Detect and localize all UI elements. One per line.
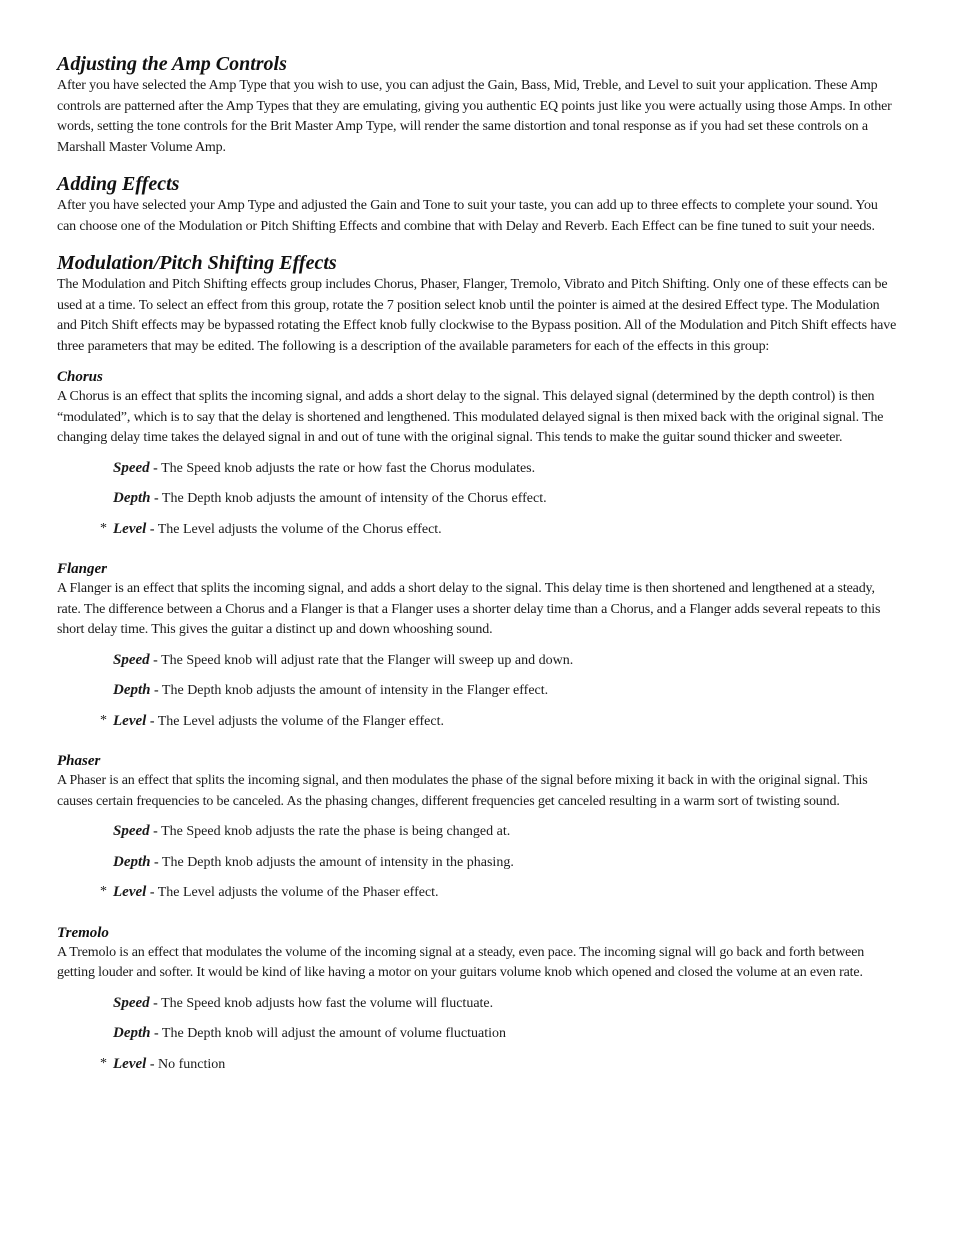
param-row xyxy=(57,650,897,681)
document-page xyxy=(57,52,897,1084)
subheading-tremolo: Tremolo xyxy=(57,924,109,941)
effect-chorus xyxy=(57,367,897,549)
param-row xyxy=(57,488,897,519)
param-dash: - xyxy=(149,824,158,839)
paragraph-flanger: A Flanger is an effect that splits the incoming signal, and adds a short delay to the signal. This delay time is then shortened and lengthened at a steady, rate. The difference between a Chorus and a Flanger is that a Flanger uses a shorter delay time than a Chorus, and a Flanger adds several repeats to this short delay time. This gives the guitar a distinct up and down whooshing sound. xyxy=(57,581,881,637)
param-desc: The Depth knob adjusts the amount of intensity in the Flanger effect. xyxy=(161,683,549,698)
param-dash: - xyxy=(149,652,158,668)
param-marker: * xyxy=(100,520,107,536)
param-row xyxy=(57,680,897,711)
param-dash: - xyxy=(146,521,155,537)
param-name: Depth xyxy=(113,682,151,698)
param-name: Depth xyxy=(113,853,151,870)
param-name: Speed xyxy=(113,459,150,476)
param-name: Level xyxy=(113,520,147,537)
param-name: Level xyxy=(113,712,147,729)
param-name: Depth xyxy=(113,1025,151,1041)
section-amp-controls xyxy=(57,52,897,158)
param-desc: The Speed knob adjusts how fast the volume will fluctuate. xyxy=(161,995,494,1011)
param-desc: The Speed knob will adjust rate that the Flanger will sweep up and down. xyxy=(161,652,574,668)
effect-phaser xyxy=(57,751,897,913)
param-dash: - xyxy=(150,854,159,870)
param-dash: - xyxy=(146,1056,155,1072)
param-row xyxy=(57,882,897,913)
param-desc: The Depth knob will adjust the amount of volume fluctuation xyxy=(161,1026,507,1041)
param-list-tremolo xyxy=(57,993,897,1085)
param-marker: * xyxy=(100,884,107,899)
paragraph-chorus: A Chorus is an effect that splits the incoming signal, and adds a short delay to the signal. This delayed signal (determined by the depth control) is then “modulated”, which is to say that the delay is shortened and lengthened. This modulated delayed signal is then mixed back with the original signal. The changing delay time takes the delayed signal in and out of tune with the original signal. This tends to make the guitar sound thicker and sweeter. xyxy=(57,389,884,445)
param-name: Level xyxy=(113,1055,147,1072)
subheading-flanger: Flanger xyxy=(57,561,108,577)
param-name: Speed xyxy=(113,994,150,1011)
paragraph-phaser: A Phaser is an effect that splits the incoming signal, and then modulates the phase of the signal before mixing it back in with the original signal. This causes certain frequencies to be canceled. As the phasing changes, different frequencies get canceled resulting in a warm sort of twisting sound. xyxy=(57,773,868,809)
effect-flanger xyxy=(57,559,897,741)
param-list-chorus xyxy=(57,458,897,550)
param-marker: * xyxy=(100,712,107,728)
param-desc: The Speed knob adjusts the rate or how fast the Chorus modulates. xyxy=(161,460,536,476)
param-desc: The Speed knob adjusts the rate the phase is being changed at. xyxy=(161,824,511,839)
heading-modulation: Modulation/Pitch Shifting Effects xyxy=(57,252,337,274)
param-dash: - xyxy=(150,1026,159,1041)
param-dash: - xyxy=(150,491,159,506)
param-row xyxy=(57,993,897,1024)
paragraph-amp-controls: After you have selected the Amp Type that you wish to use, you can adjust the Gain, Bass, Mid, Treble, and Level to suit your application. These Amp controls are patterned after the Amp Types that they are emulating, giving you authentic EQ points just like you were actually using those Amps. In other words, setting the tone controls for the Brit Master Amp Type, will render the same distortion and tonal response as if you had set these controls on a Marshall Master Volume Amp. xyxy=(57,78,892,155)
param-name: Level xyxy=(113,884,147,900)
paragraph-modulation: The Modulation and Pitch Shifting effects group includes Chorus, Phaser, Flanger, Tremolo, Vibrato and Pitch Shifting. Only one of these effects can be used at a time. To select an effect from this group, rotate the 7 position select knob until the pointer is aimed at the desired Effect type. The Modulation and Pitch Shift effects may be bypassed rotating the Effect knob fully clockwise to the Bypass position. All of the Modulation and Pitch Shift effects have three parameters that may be edited. The following is a description of the available parameters for each of the effects in this group: xyxy=(57,277,897,354)
subheading-chorus: Chorus xyxy=(57,369,103,385)
param-desc: The Level adjusts the volume of the Phaser effect. xyxy=(157,885,439,900)
param-desc: The Level adjusts the volume of the Chorus effect. xyxy=(157,521,442,537)
param-name: Speed xyxy=(113,651,150,668)
param-dash: - xyxy=(149,460,158,476)
param-desc: The Depth knob adjusts the amount of intensity of the Chorus effect. xyxy=(161,491,547,506)
subheading-phaser: Phaser xyxy=(57,753,101,769)
param-dash: - xyxy=(146,885,155,900)
param-desc: The Depth knob adjusts the amount of intensity in the phasing. xyxy=(161,854,514,870)
param-row xyxy=(57,821,897,852)
param-name: Speed xyxy=(113,823,150,839)
param-row xyxy=(57,1023,897,1054)
param-row xyxy=(57,711,897,742)
param-row xyxy=(57,458,897,489)
param-dash: - xyxy=(149,995,158,1011)
heading-adding-effects: Adding Effects xyxy=(57,173,180,195)
section-adding-effects xyxy=(57,172,897,237)
param-dash: - xyxy=(150,683,159,698)
param-dash: - xyxy=(146,713,155,729)
paragraph-adding-effects: After you have selected your Amp Type and adjusted the Gain and Tone to suit your taste, you can add up to three effects to complete your sound. You can choose one of the Modulation or Pitch Shifting Effects and combine that with Delay and Reverb. Each Effect can be fine tuned to suit your needs. xyxy=(57,198,878,234)
heading-amp-controls: Adjusting the Amp Controls xyxy=(57,53,287,75)
param-desc: The Level adjusts the volume of the Flanger effect. xyxy=(157,713,444,729)
paragraph-tremolo: A Tremolo is an effect that modulates the volume of the incoming signal at a steady, even pace. The incoming signal will go back and forth between getting louder and softer. It would be kind of like having a motor on your guitars volume knob which opened and closed the volume at an even rate. xyxy=(57,944,865,980)
param-row xyxy=(57,1054,897,1085)
param-marker: * xyxy=(100,1055,107,1071)
param-desc: No function xyxy=(157,1056,226,1072)
param-row xyxy=(57,852,897,883)
param-name: Depth xyxy=(113,490,151,506)
param-list-phaser xyxy=(57,821,897,913)
param-row xyxy=(57,519,897,550)
effect-tremolo xyxy=(57,923,897,1085)
section-modulation xyxy=(57,251,897,357)
param-list-flanger xyxy=(57,650,897,742)
